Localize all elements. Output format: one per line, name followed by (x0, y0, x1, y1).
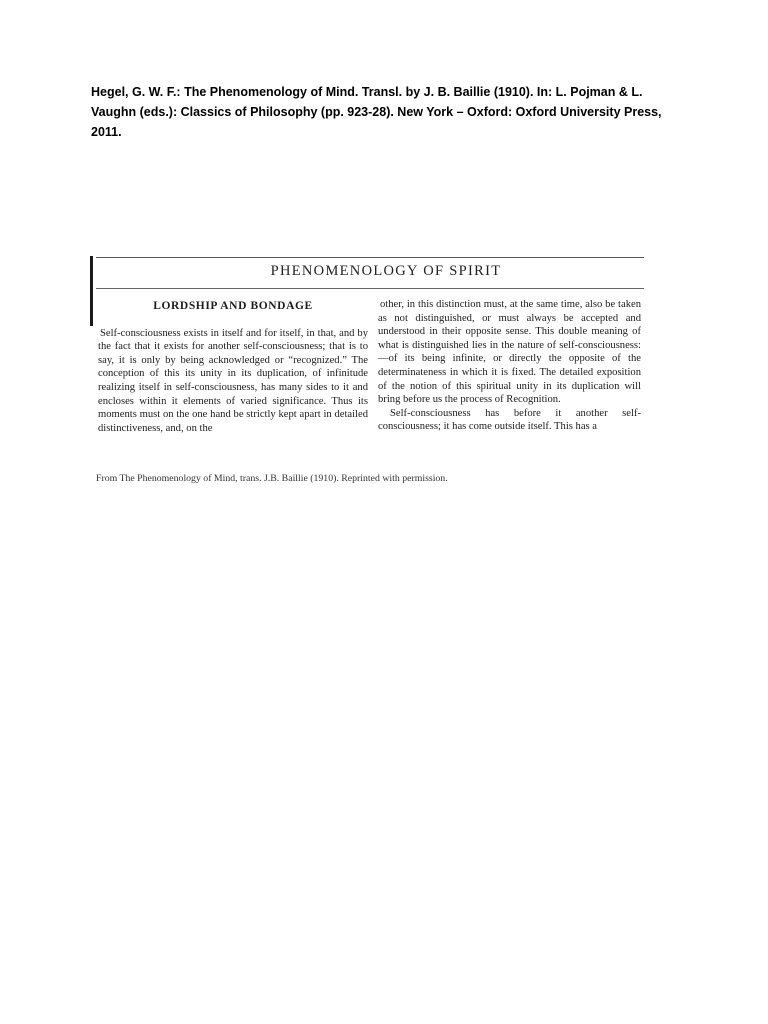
scanned-book-page (86, 246, 656, 496)
right-column-paragraph-2: Self-consciousness has before it another self-consciousness; it has come outside itself. This has a (378, 407, 641, 433)
title-rule (96, 288, 644, 289)
right-column-paragraph-1: other, in this distinction must, at the same time, also be taken as not distinguished, or must always be accepted and understood in their opposite sense. This double meaning of what is distinguished lies in the nature of self-consciousness:—of its being infinite, or directly the opposite of the determinateness in which it is fixed. The detailed exposition of the notion of this spiritual unity in its duplication will bring before us the process of Recognition. (378, 299, 641, 406)
scan-edge-mark (90, 256, 93, 326)
left-column (98, 298, 368, 435)
left-column-text: Self-consciousness exists in itself and for itself, in that, and by the fact that it exists for another self-consciousness; that is to say, it is only by being acknowledged or “recognized.” The conception of this its unity in its duplication, of infinitude realizing itself in self-consciousness, has many sides to it and encloses within it elements of varied significance. Thus its moments must on the one hand be strictly kept apart in detailed distinctiveness, and, on the (98, 327, 368, 434)
right-column (378, 298, 641, 434)
source-note: From The Phenomenology of Mind, trans. J.B. Baillie (1910). Reprinted with permission. (96, 473, 448, 484)
citation-text: Hegel, G. W. F.: The Phenomenology of Mind. Transl. by J. B. Baillie (1910). In: L. Pojman & L. Vaughn (eds.): Classics of Philosophy (pp. 923-28). New York – Oxford: Oxford University Press, 2011. (91, 85, 662, 139)
top-rule (96, 257, 644, 258)
section-heading: LORDSHIP AND BONDAGE (153, 300, 313, 312)
book-title: PHENOMENOLOGY OF SPIRIT (270, 263, 502, 279)
